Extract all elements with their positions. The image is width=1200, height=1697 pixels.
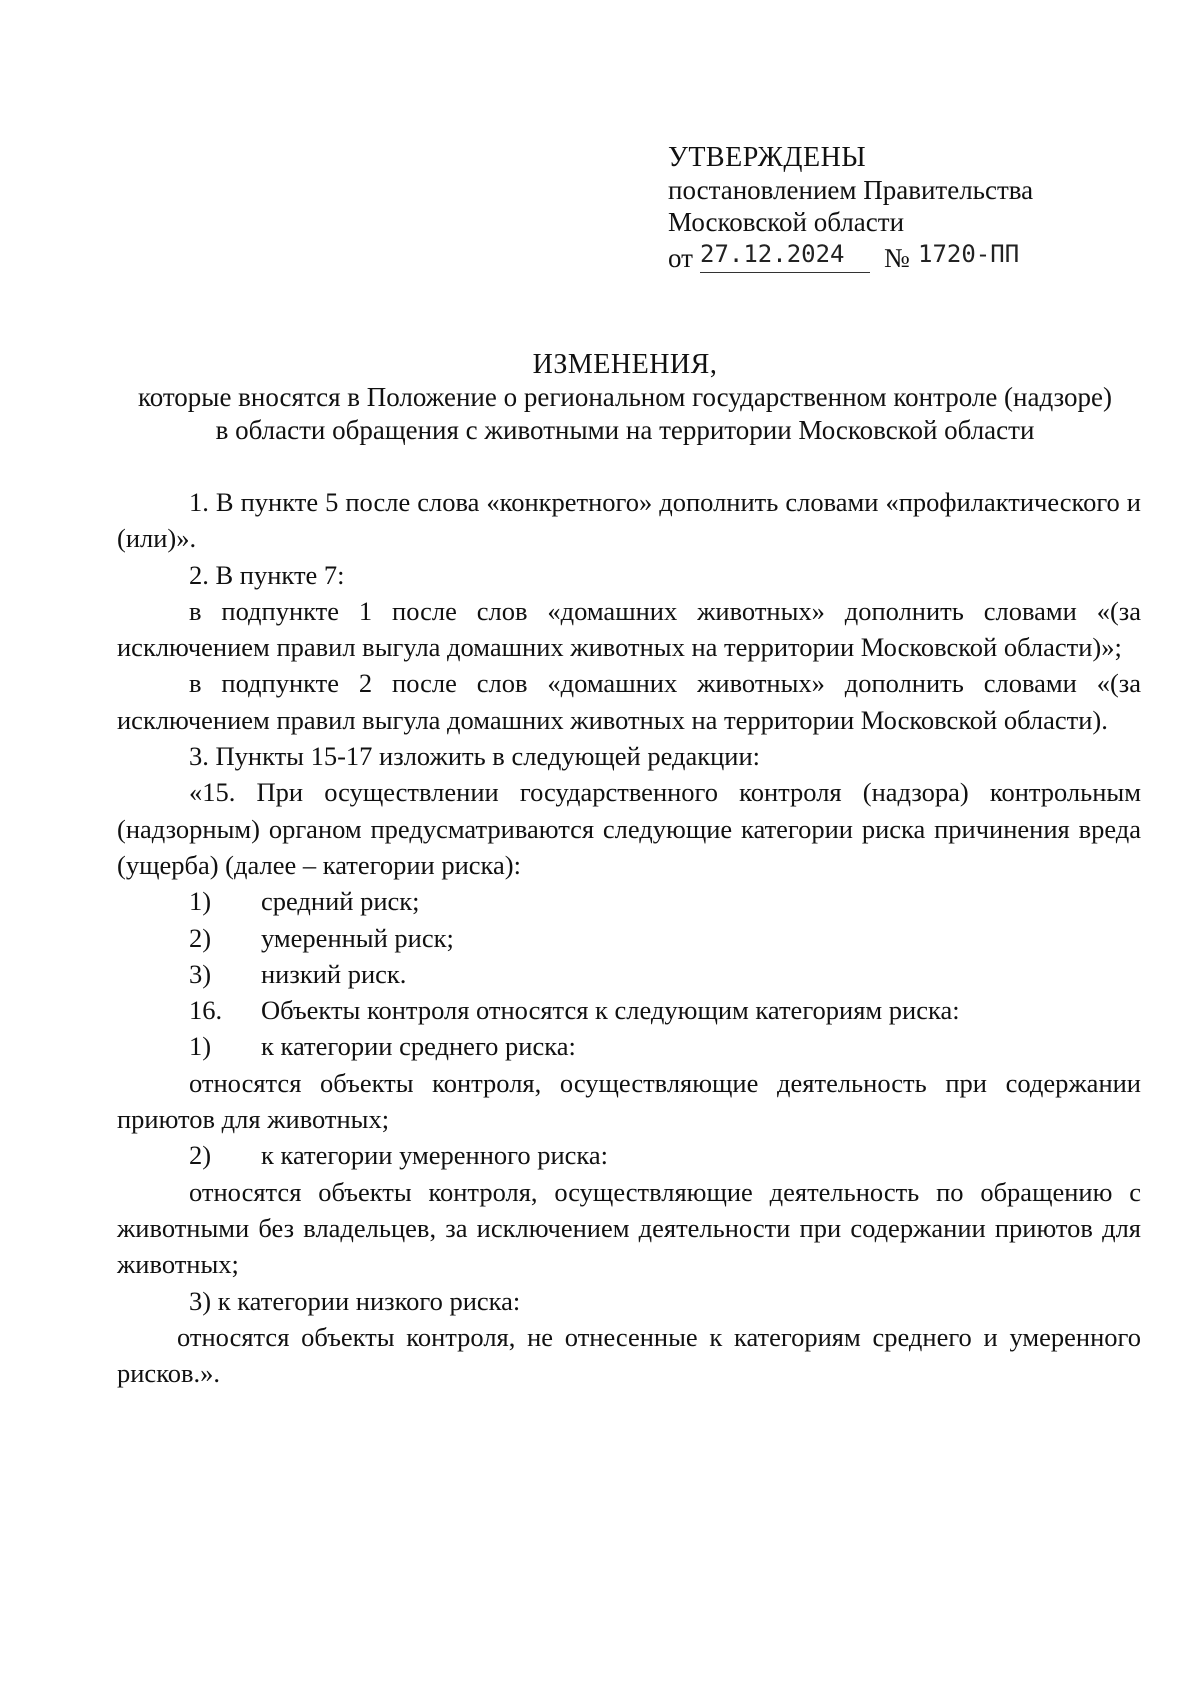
- number-sign: №: [884, 243, 910, 273]
- approval-date-line: [668, 238, 1148, 274]
- title-line-1: которые вносятся в Положение о региональном государственном контроле (надзоре): [137, 382, 1113, 412]
- paragraph-16: 16. Объекты контроля относятся к следующим категориям риска:: [189, 995, 960, 1026]
- category-3-text: относятся объекты контроля, не отнесенные к категориям среднего и умеренного рисков.».: [117, 1321, 1141, 1389]
- approval-heading: УТВЕРЖДЕНЫ: [668, 142, 867, 173]
- approval-line-1: постановлением Правительства: [668, 175, 1034, 205]
- risk-list-item: 3) низкий риск.: [189, 958, 407, 989]
- risk-list-item: 1) средний риск;: [189, 886, 420, 917]
- category-2-heading: 2) к категории умеренного риска:: [189, 1140, 609, 1171]
- title-line-2: в области обращения с животными на территории Московской области: [215, 415, 1035, 445]
- date-prefix: от: [668, 243, 693, 273]
- approval-date: 27.12.2024: [700, 238, 870, 273]
- category-1-heading: 1) к категории среднего риска:: [189, 1031, 576, 1062]
- item-2-subitem-1: в подпункте 1 после слов «домашних животных» дополнить словами «(за исключением правил выгула домашних животных на территории Московской области)»;: [117, 595, 1141, 663]
- approval-number: 1720-ПП: [918, 240, 1020, 268]
- approval-line-2: Московской области: [668, 207, 905, 237]
- item-2-subitem-2: в подпункте 2 после слов «домашних животных» дополнить словами «(за исключением правил выгула домашних животных на территории Московской области).: [117, 668, 1141, 735]
- document-body: [117, 484, 1141, 1391]
- category-2-text: относятся объекты контроля, осуществляющие деятельность по обращению с животными без владельцев, за исключением деятельности при содержании приютов для животных;: [117, 1176, 1141, 1280]
- approval-stamp: [668, 142, 1148, 274]
- paragraph-15: «15. При осуществлении государственного контроля (надзора) контрольным (надзорным) органом предусматриваются следующие категории риска причинения вреда (ущерба) (далее – категории риска):: [117, 777, 1141, 880]
- item-1: 1. В пункте 5 после слова «конкретного» дополнить словами «профилактического и (или)».: [117, 487, 1141, 554]
- item-2-title: 2. В пункте 7:: [189, 559, 345, 590]
- title-main: ИЗМЕНЕНИЯ,: [532, 349, 718, 380]
- document-title: [110, 348, 1140, 447]
- category-3-heading: 3) к категории низкого риска:: [189, 1285, 521, 1316]
- category-1-text: относятся объекты контроля, осуществляющие деятельность при содержании приютов для животных;: [117, 1067, 1141, 1135]
- risk-list-item: 2) умеренный риск;: [189, 922, 454, 953]
- item-3-title: 3. Пункты 15-17 изложить в следующей редакции:: [189, 741, 761, 772]
